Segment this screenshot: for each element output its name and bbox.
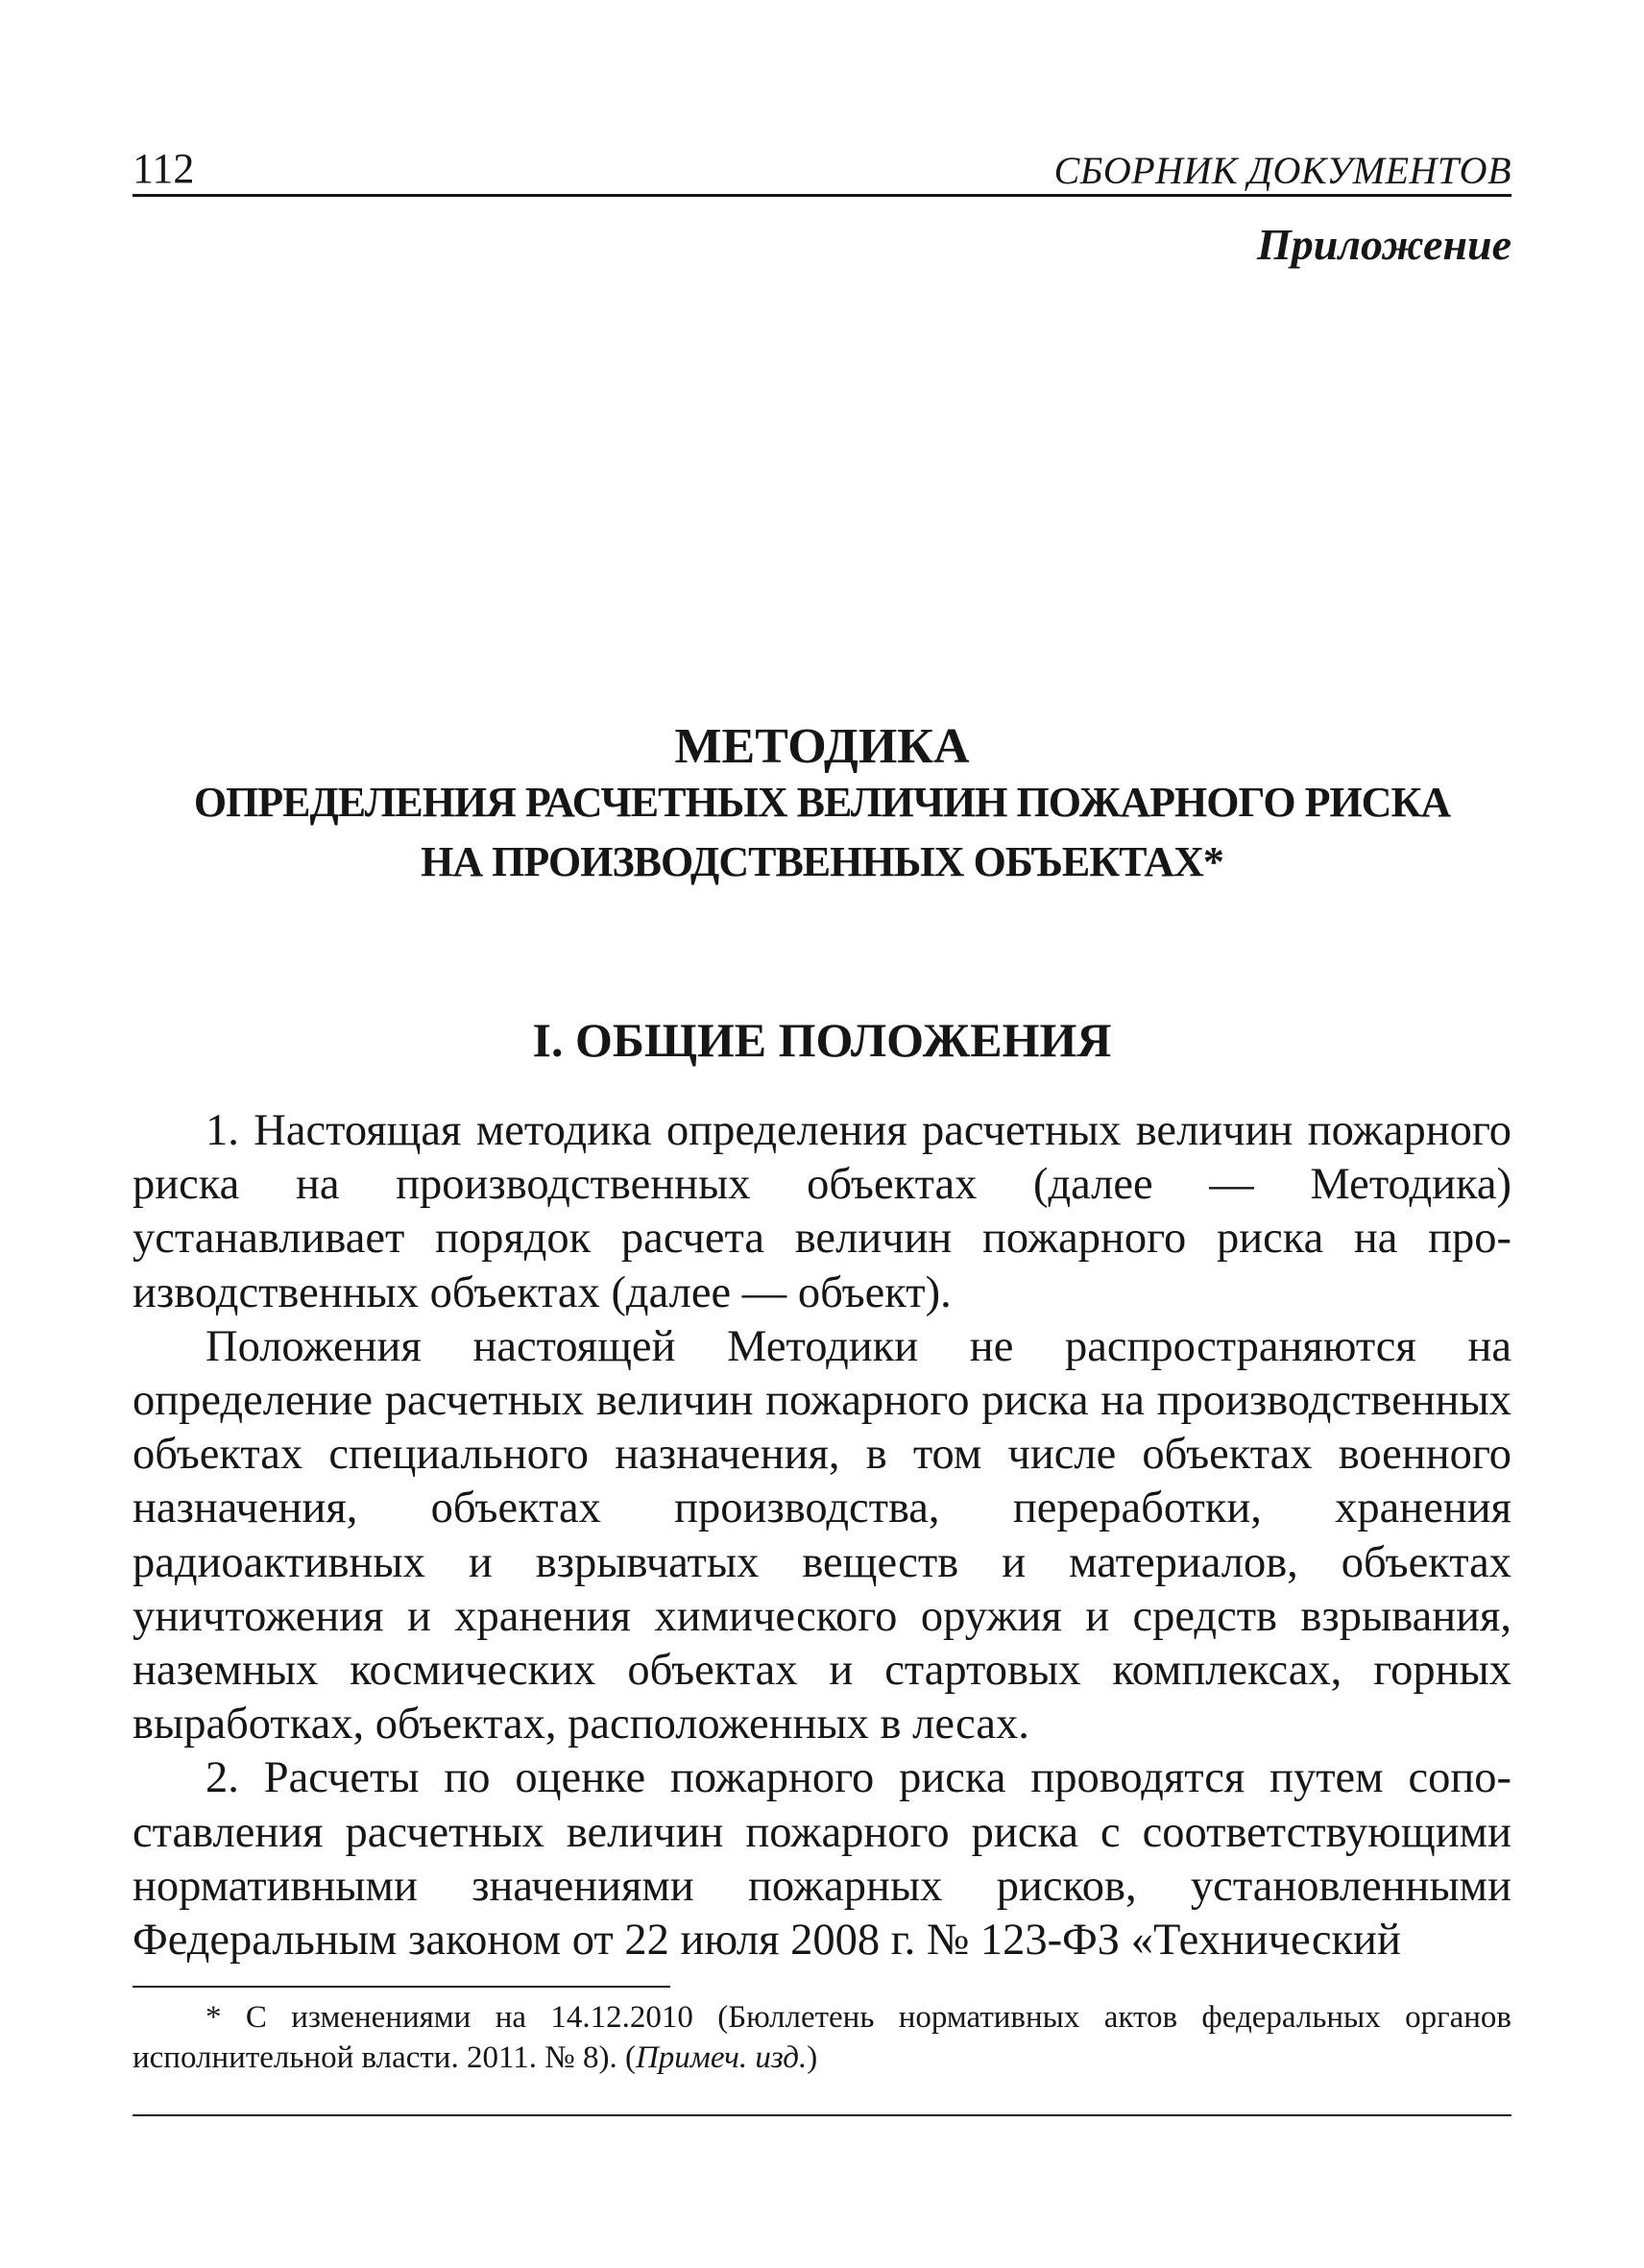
collection-title: СБОРНИК ДОКУМЕНТОВ [1053, 149, 1511, 192]
section-heading: I. ОБЩИЕ ПОЛОЖЕНИЯ [532, 1013, 1112, 1067]
body-text [133, 1104, 1511, 1967]
document-subtitle-line-2: НА ПРОИЗВОДСТВЕННЫХ ОБЪЕКТАХ* [421, 838, 1223, 885]
footnote-text: * С изменениями на 14.12.2010 (Бюллетень нормативных актов федеральных органов исполнительной власти. 2011. № 8). ( [133, 2000, 1511, 2075]
document-title: МЕТОДИКА [674, 719, 970, 774]
appendix-label: Приложение [1257, 220, 1511, 269]
paragraph-1: 1. Настоящая методика определения расчетных величин пожарного риска на производственных объектах (далее — Методика) устанавливает порядок расчета величин пожарного риска на производственных объектах (далее — объект). [133, 1106, 1511, 1317]
footnote-separator [133, 1986, 670, 1988]
paragraph-2: Положения настоящей Методики не распространяются на определение расчетных величин пожарного риска на производственных объектах специального назначения, в том числе объектах военного назначения, объектах производства, переработки, хранения радиоактивных и взрывчатых веществ и материалов, объектах уничтожения и хранения химического оружия и средств взрывания, наземных космических объектах и стартовых комплексах, горных выработках, объектах, расположенных в лесах. [133, 1321, 1511, 1749]
footnote-closing: ) [807, 2040, 818, 2075]
bottom-rule [133, 2114, 1511, 2116]
running-header [133, 134, 1511, 197]
document-subtitle-line-1: ОПРЕДЕЛЕНИЯ РАСЧЕТНЫХ ВЕЛИЧИН ПОЖАРНОГО РИСКА [193, 779, 1451, 826]
footnote [133, 1997, 1511, 2078]
page-number: 112 [133, 145, 195, 192]
paragraph-3: 2. Расчеты по оценке пожарного риска проводятся путем сопоставления расчетных величин пожарного риска с соответствующими нормативными значениями пожарных рисков, установленными Федеральным законом от 22 июля 2008 г. № 123-ФЗ «Технический [133, 1753, 1511, 1966]
footnote-editor-note: Примеч. изд. [635, 2040, 808, 2075]
